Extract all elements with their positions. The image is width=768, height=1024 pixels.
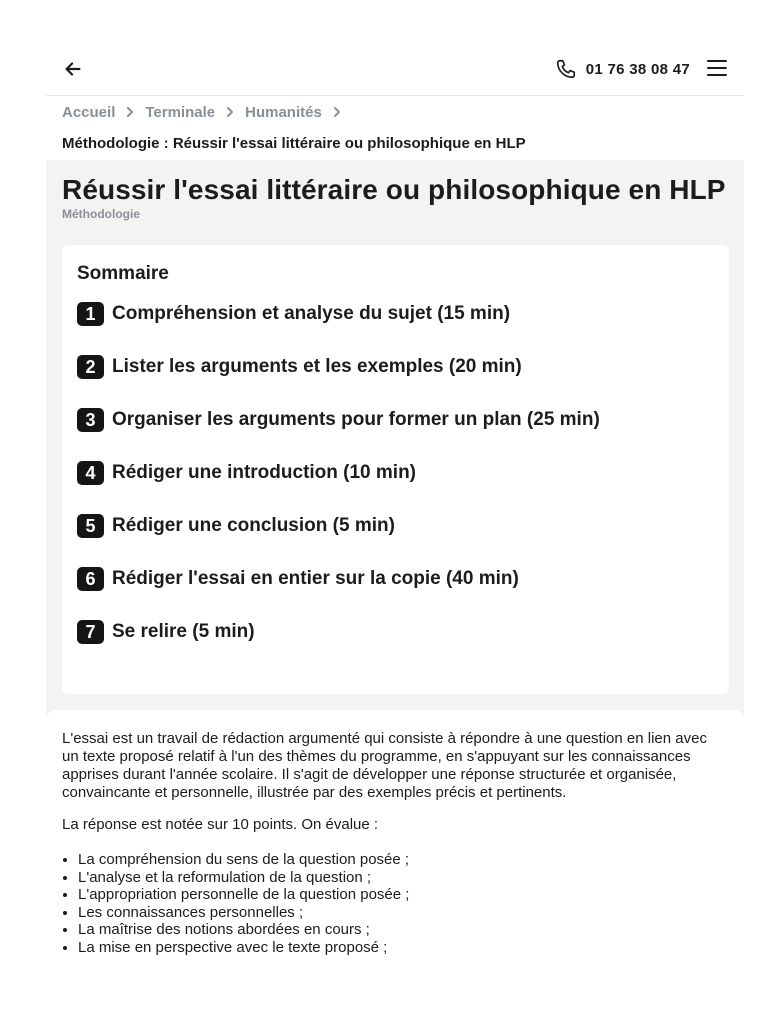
summary-item-6[interactable] [77,567,600,591]
summary-item-label[interactable]: Rédiger l'essai en entier sur la copie (40 min) [112,568,519,589]
subheading: Méthodologie : Réussir l'essai littéraire ou philosophique en HLP [62,135,526,152]
summary-item-label[interactable]: Se relire (5 min) [112,621,255,642]
chevron-right-icon [223,105,237,119]
summary-card [62,245,729,694]
list-item: • La compréhension du sens de la question posée ; [78,851,726,869]
top-header [46,40,744,96]
summary-item-label[interactable]: Organiser les arguments pour former un plan (25 min) [112,409,600,430]
hamburger-menu-icon[interactable] [707,59,727,77]
summary-item-1[interactable] [77,302,600,326]
breadcrumb [62,102,352,122]
step-number-badge: 4 [77,461,104,485]
grading-paragraph: La réponse est notée sur 10 points. On évalue : [62,816,379,833]
chevron-right-icon [330,105,344,119]
breadcrumb-item-accueil[interactable]: Accueil [62,103,116,121]
step-number-badge: 3 [77,408,104,432]
list-item: • La mise en perspective avec le texte proposé ; [78,939,726,957]
summary-item-2[interactable] [77,355,600,379]
summary-item-label[interactable]: Compréhension et analyse du sujet (15 min) [112,303,511,324]
article-content [46,710,744,1024]
summary-item-3[interactable] [77,408,600,432]
summary-item-label[interactable]: Rédiger une introduction (10 min) [112,462,417,483]
summary-title: Sommaire [77,263,169,284]
step-number-badge: 2 [77,355,104,379]
phone-icon [555,58,577,80]
criteria-list [62,851,726,956]
breadcrumb-item-terminale[interactable]: Terminale [145,103,216,121]
summary-item-label[interactable]: Lister les arguments et les exemples (20 min) [112,356,522,377]
summary-list [77,302,600,673]
list-item: • Les connaissances personnelles ; [78,904,726,922]
back-arrow-icon[interactable] [62,58,84,80]
title-panel [46,160,744,720]
category-tag: Méthodologie [62,207,140,221]
list-item: • L'appropriation personnelle de la question posée ; [78,886,726,904]
step-number-badge: 6 [77,567,104,591]
list-item: • La maîtrise des notions abordées en cours ; [78,921,726,939]
summary-item-7[interactable] [77,620,600,644]
phone-number[interactable]: 01 76 38 08 47 [585,60,690,78]
intro-paragraph: L'essai est un travail de rédaction argumenté qui consiste à répondre à une question en lien avec un texte proposé relatif à l'un des thèmes du programme, en s'appuyant sur les connaissances apprises durant l'année scolaire. Il s'agit de développer une réponse structurée et organisée, convaincante et personnelle, illustrée par des exemples précis et pertinents. [62,730,707,801]
step-number-badge: 1 [77,302,104,326]
page-title: Réussir l'essai littéraire ou philosophique en HLP [62,174,726,205]
step-number-badge: 7 [77,620,104,644]
phone-contact[interactable] [555,57,690,81]
breadcrumb-item-humanites[interactable]: Humanités [245,103,322,121]
summary-item-4[interactable] [77,461,600,485]
chevron-right-icon [123,105,137,119]
step-number-badge: 5 [77,514,104,538]
list-item: • L'analyse et la reformulation de la question ; [78,869,726,887]
summary-item-label[interactable]: Rédiger une conclusion (5 min) [112,515,395,536]
summary-item-5[interactable] [77,514,600,538]
